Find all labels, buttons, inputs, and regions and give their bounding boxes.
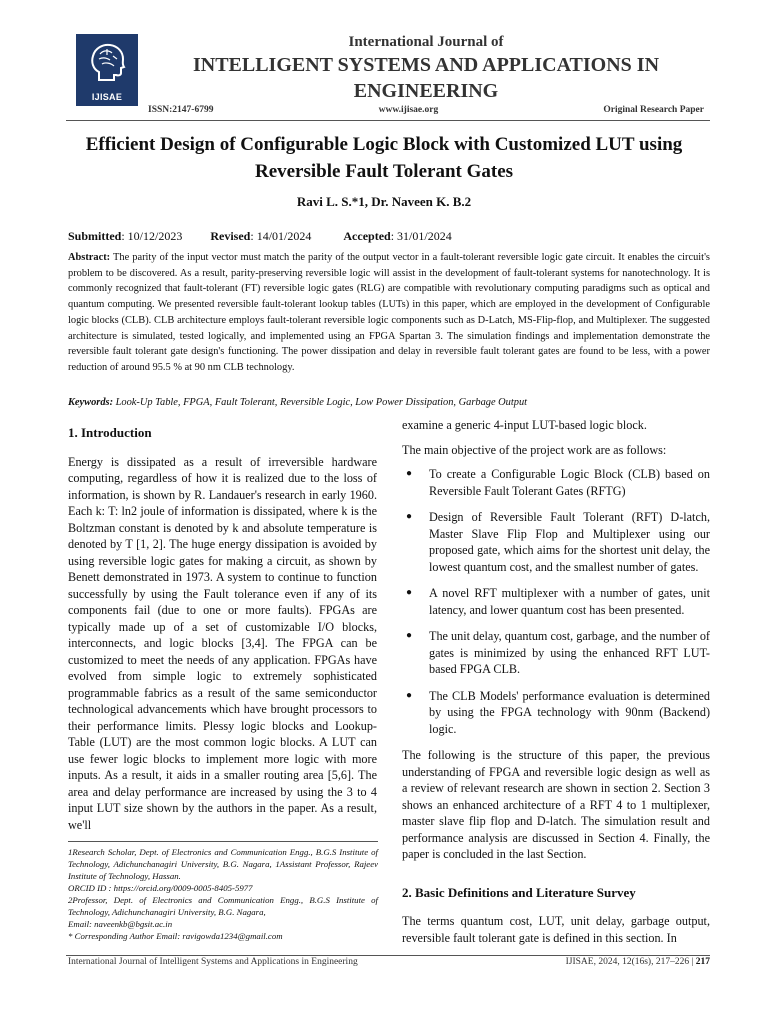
accepted-date: : 31/01/2024 [390,229,452,243]
header-meta-row [148,105,704,115]
revised-date: : 14/01/2024 [250,229,312,243]
footer-journal: International Journal of Intelligent Systems and Applications in Engineering [68,957,358,967]
footnotes [68,846,378,942]
section-1-heading: 1. Introduction [68,425,152,440]
article-authors: Ravi L. S.*1, Dr. Naveen K. B.2 [296,194,472,209]
footnote-1: 1Research Scholar, Dept. of Electronics and Communication Engg., B.G.S Institute of Technology, Adichunchanagiri University, B.G. Nagara, 1Assistant Professor, Rajeev Institute of Technology, Hassan. [68,847,378,881]
page-footer [68,957,710,967]
left-column [68,425,377,833]
head-silhouette-icon [85,40,129,84]
introduction-paragraph: Energy is dissipated as a result of irreversible hardware computing, regardless of how it is realized due to the loss of information, is shown by R. Landauer's research in early 1960. Each k: T: ln2 joule of information is dissipated, where k is the Boltzman constant is denoted by k and absolute temperature is denoted by T [1, 2]. The huge energy dissipation is avoided by using reversible logic gates for making a circuit, as shown by Benett demonstrated in 1973. A system to continue to function successfully by using the Fault tolerance even if any of its components fail (due to one or more faults). FPGAs are typically made up of a set of customizable I/O blocks, interconnects, and logic blocks [3,4]. The FPGA can be customized to meet the needs of any application. FPGAs have evolved from simple logic to extremely sophisticated programmable fabrics as a result of the same semiconductor technological advancements which have brought processors to their performance limits. Plessy logic blocks and Lookup-Table (LUT) are the most common logic blocks. A LUT can use fewer logic blocks to implement more logic with more inputs. As a result, it aids in a smaller routing area [5,6]. The area and delay performance are increased by using the 3 to 4 input LUT size shown by the authors in the paper. As a result, we'll [68,454,377,832]
submitted-label: Submitted [68,229,122,243]
footer-citation: IJISAE, 2024, 12(16s), 217–226 | [565,957,694,967]
keywords [68,397,710,408]
list-item: ● A novel RFT multiplexer with a number of gates, unit latency, and lower quantum cost has been presented. [406,586,710,617]
abstract-text: The parity of the input vector must match the parity of the output vector in a fault-tolerant reversible logic gate circuit. It enables the circuit's problem to be discovered. As a result, parity-preserving reversible logic will assist in the development of fault-tolerant systems for nanotechnology. It is commonly recognized that fault-tolerant (FT) reversible logic gates (RLG) are compatible with revolutionary computing paradigms such as optical and quantum computing. We presented reversible fault-tolerant lookup tables (LUTs) in this paper, which are employed in the development of Configurable logic blocks (CLB). CLB architecture employs fault-tolerant reversible logic components such as D-Latch, MS-Flip-flop, and Multiplexer. The suggested architecture is simulated, tested logically, and implemented using an FPGA Spartan 3. The simulation findings and implementation demonstrate the reversible fault tolerant gate design's functioning. The power dissipation and delay in reversible fault tolerant gates are found to be less, with a power reduction of around 95.5 % at 90 nm CLB technology. [68,252,710,373]
journal-website[interactable]: www.ijisae.org [378,105,439,115]
footnote-2: 2Professor, Dept. of Electronics and Communication Engg., B.G.S Institute of Technology, Adichunchanagiri University, B.G. Nagara, [68,895,378,917]
logo-text: IJISAE [91,92,123,102]
footnote-email[interactable]: Email: naveenkb@bgsit.ac.in [68,919,173,929]
paper-type: Original Research Paper [603,105,704,115]
footnote-corresponding: * Corresponding Author Email: ravigowda1234@gmail.com [68,931,283,941]
objectives-intro: The main objective of the project work are as follows: [402,442,667,457]
revised-label: Revised [210,229,251,243]
journal-prefix: International Journal of [348,34,504,50]
article-dates [68,229,452,244]
abstract-label: Abstract: [68,252,111,263]
list-item: ● The unit delay, quantum cost, garbage, and the number of gates is minimized by using the enhanced RFT LUT-based FPGA CLB. [406,629,710,676]
footer-divider [66,955,710,956]
bullet-icon: ● [406,587,413,598]
list-item: ● The CLB Models' performance evaluation is determined by using the FPGA technology with 90nm (Backend) logic. [406,688,710,736]
keywords-text: Look-Up Table, FPGA, Fault Tolerant, Reversible Logic, Low Power Dissipation, Garbage Output [115,397,528,408]
bullet-icon: ● [406,511,413,522]
submitted-date: : 10/12/2023 [121,229,183,243]
accepted-label: Accepted [343,229,391,243]
journal-logo [76,34,138,106]
paper-structure-paragraph: The following is the structure of this paper, the previous understanding of FPGA and reversible logic design as well as a review of relevant research are shown in section 2. Section 3 shows an enhanced architecture of a RFT 4 to 1 multiplexer, master slave flip flop and D-latch. The simulation result and performance analysis are discussed in Section 4. Finally, the paper is concluded in the last Section. [402,748,710,861]
right-column [402,417,710,946]
objectives-list [402,466,710,737]
footnote-orcid[interactable]: ORCID ID : https://orcid.org/0009-0005-8405-5977 [68,883,253,893]
footnote-divider [68,841,378,842]
section-2-heading: 2. Basic Definitions and Literature Survey [402,884,636,900]
issn: ISSN:2147-6799 [148,105,214,115]
header-divider [66,120,710,121]
journal-name: INTELLIGENT SYSTEMS AND APPLICATIONS IN ENGINEERING [192,54,660,102]
bullet-icon: ● [406,689,413,701]
introduction-continued: examine a generic 4-input LUT-based logic block. [402,418,647,432]
bullet-icon: ● [406,630,413,641]
abstract [68,250,710,376]
page-number: 217 [695,957,710,967]
list-item: ● Design of Reversible Fault Tolerant (RFT) D-latch, Master Slave Flip Flop and Multiplexer using our proposed gate, which aims for the shortest unit delay, the lowest quantum cost, and the smallest number of gates. [406,510,710,574]
keywords-label: Keywords: [68,397,114,408]
bullet-icon: ● [406,468,413,479]
section-2-paragraph: The terms quantum cost, LUT, unit delay, garbage output, reversible fault tolerant gate is defined in this section. In [402,914,710,945]
list-item: ● To create a Configurable Logic Block (CLB) based on Reversible Fault Tolerant Gates (RFTG) [406,467,710,498]
article-title: Efficient Design of Configurable Logic Block with Customized LUT using Reversible Fault Tolerant Gates [85,134,683,182]
